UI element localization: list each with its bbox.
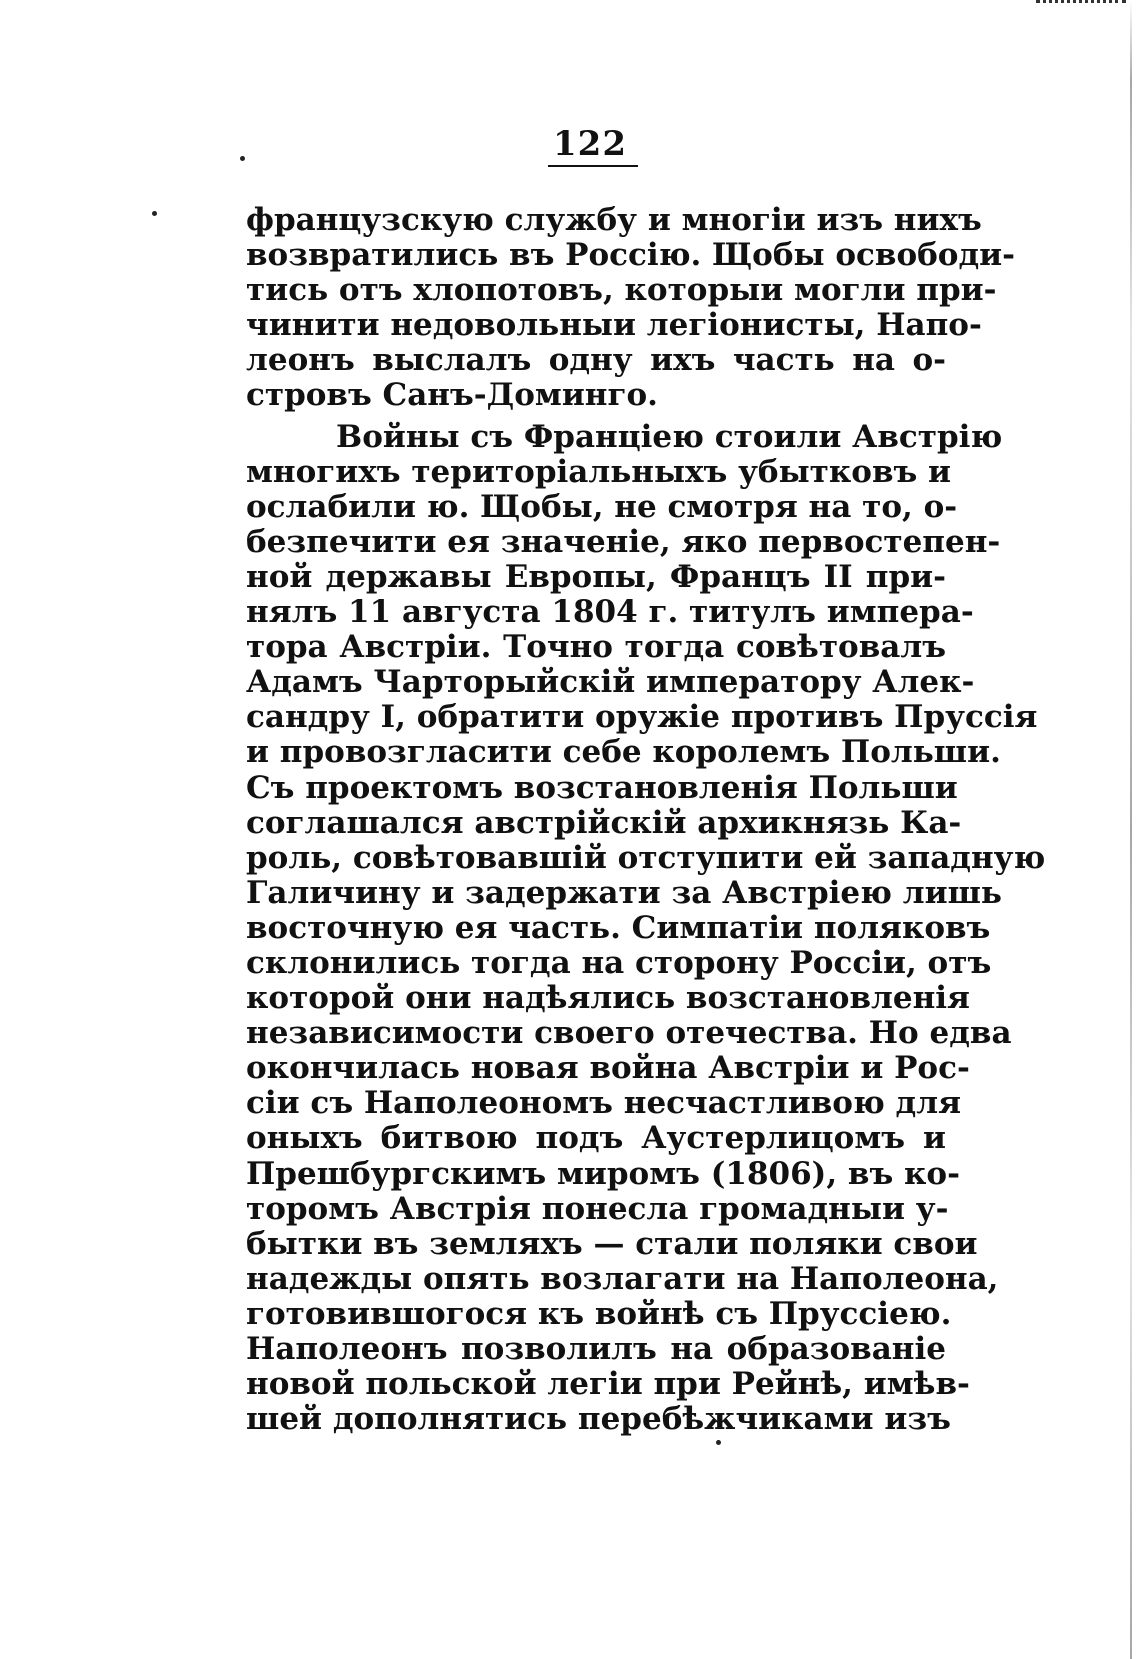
text-line: Войны съ Франціею стоили Австрію bbox=[336, 418, 1003, 455]
text-line: тора Австріи. Точно тогда совѣтовалъ bbox=[246, 629, 946, 666]
text-line: сіи съ Наполеономъ несчастливою для bbox=[246, 1085, 961, 1122]
text-line: французскую службу и многіи изъ нихъ bbox=[246, 202, 982, 238]
body-text bbox=[246, 202, 1046, 1438]
text-line: нялъ 11 августа 1804 г. титулъ импера- bbox=[246, 594, 974, 631]
text-line: Прешбургскимъ миромъ (1806), въ ко- bbox=[246, 1155, 960, 1192]
text-line: ной державы Европы, Францъ II при- bbox=[246, 558, 946, 595]
text-line: ослабили ю. Щобы, не смотря на то, о- bbox=[246, 488, 958, 525]
text-line: сандру I, обратити оружіе противъ Пруссія bbox=[246, 699, 1038, 736]
text-line: бытки въ земляхъ — стали поляки свои bbox=[246, 1225, 978, 1262]
text-line: Адамъ Чарторыйскій императору Алек- bbox=[246, 664, 975, 701]
scan-edge-shadow bbox=[1130, 0, 1132, 1659]
text-line: возвратились въ Россію. Щобы освободи- bbox=[246, 237, 1016, 274]
scan-corner-mark bbox=[1036, 0, 1126, 11]
text-line: окончилась новая война Австріи и Рос- bbox=[246, 1050, 970, 1087]
text-line: тись отъ хлопотовъ, которыи могли при- bbox=[246, 272, 997, 309]
text-line: и провозгласити себе королемъ Польши. bbox=[246, 734, 1001, 771]
text-line: новой польской легіи при Рейнѣ, имѣв- bbox=[246, 1366, 970, 1403]
page-number: 122 bbox=[553, 124, 627, 164]
text-line: торомъ Австрія понесла громадныи у- bbox=[246, 1190, 949, 1227]
text-line: Галичину и задержати за Австріею лишь bbox=[246, 874, 1002, 911]
text-line: склонились тогда на сторону Россіи, отъ bbox=[246, 944, 992, 981]
ink-speck bbox=[240, 156, 245, 161]
text-line: многихъ територіальныхъ убытковъ и bbox=[246, 453, 952, 490]
text-line: леонъ выслалъ одну ихъ часть на о- bbox=[246, 342, 946, 379]
text-line: восточную ея часть. Симпатіи поляковъ bbox=[246, 909, 991, 946]
text-line: независимости своего отечества. Но едва bbox=[246, 1015, 1012, 1052]
text-line: чинити недовольныи легіонисты, Напо- bbox=[246, 307, 982, 344]
text-line: шей дополнятись перебѣжчиками изъ bbox=[246, 1401, 951, 1438]
text-line: готовившогося къ войнѣ съ Пруссіею. bbox=[246, 1295, 952, 1332]
text-line: роль, совѣтовавшій отступити ей западную bbox=[246, 839, 1046, 876]
text-line: оныхъ битвою подъ Аустерлицомъ и bbox=[246, 1120, 946, 1157]
text-line: безпечити ея значеніе, яко первостепен- bbox=[246, 523, 1001, 560]
text-line: Съ проектомъ возстановленія Польши bbox=[246, 769, 958, 806]
text-line: надежды опять возлагати на Наполеона, bbox=[246, 1260, 999, 1297]
ink-speck bbox=[716, 1440, 721, 1445]
text-line: которой они надѣялись возстановленія bbox=[246, 980, 970, 1017]
page-number-rule bbox=[548, 165, 638, 167]
text-line: стровъ Санъ-Доминго. bbox=[246, 377, 658, 414]
ink-speck bbox=[152, 211, 157, 216]
text-line: Наполеонъ позволилъ на образованіе bbox=[246, 1331, 946, 1367]
text-line: соглашался австрійскій архикнязь Ка- bbox=[246, 804, 962, 841]
